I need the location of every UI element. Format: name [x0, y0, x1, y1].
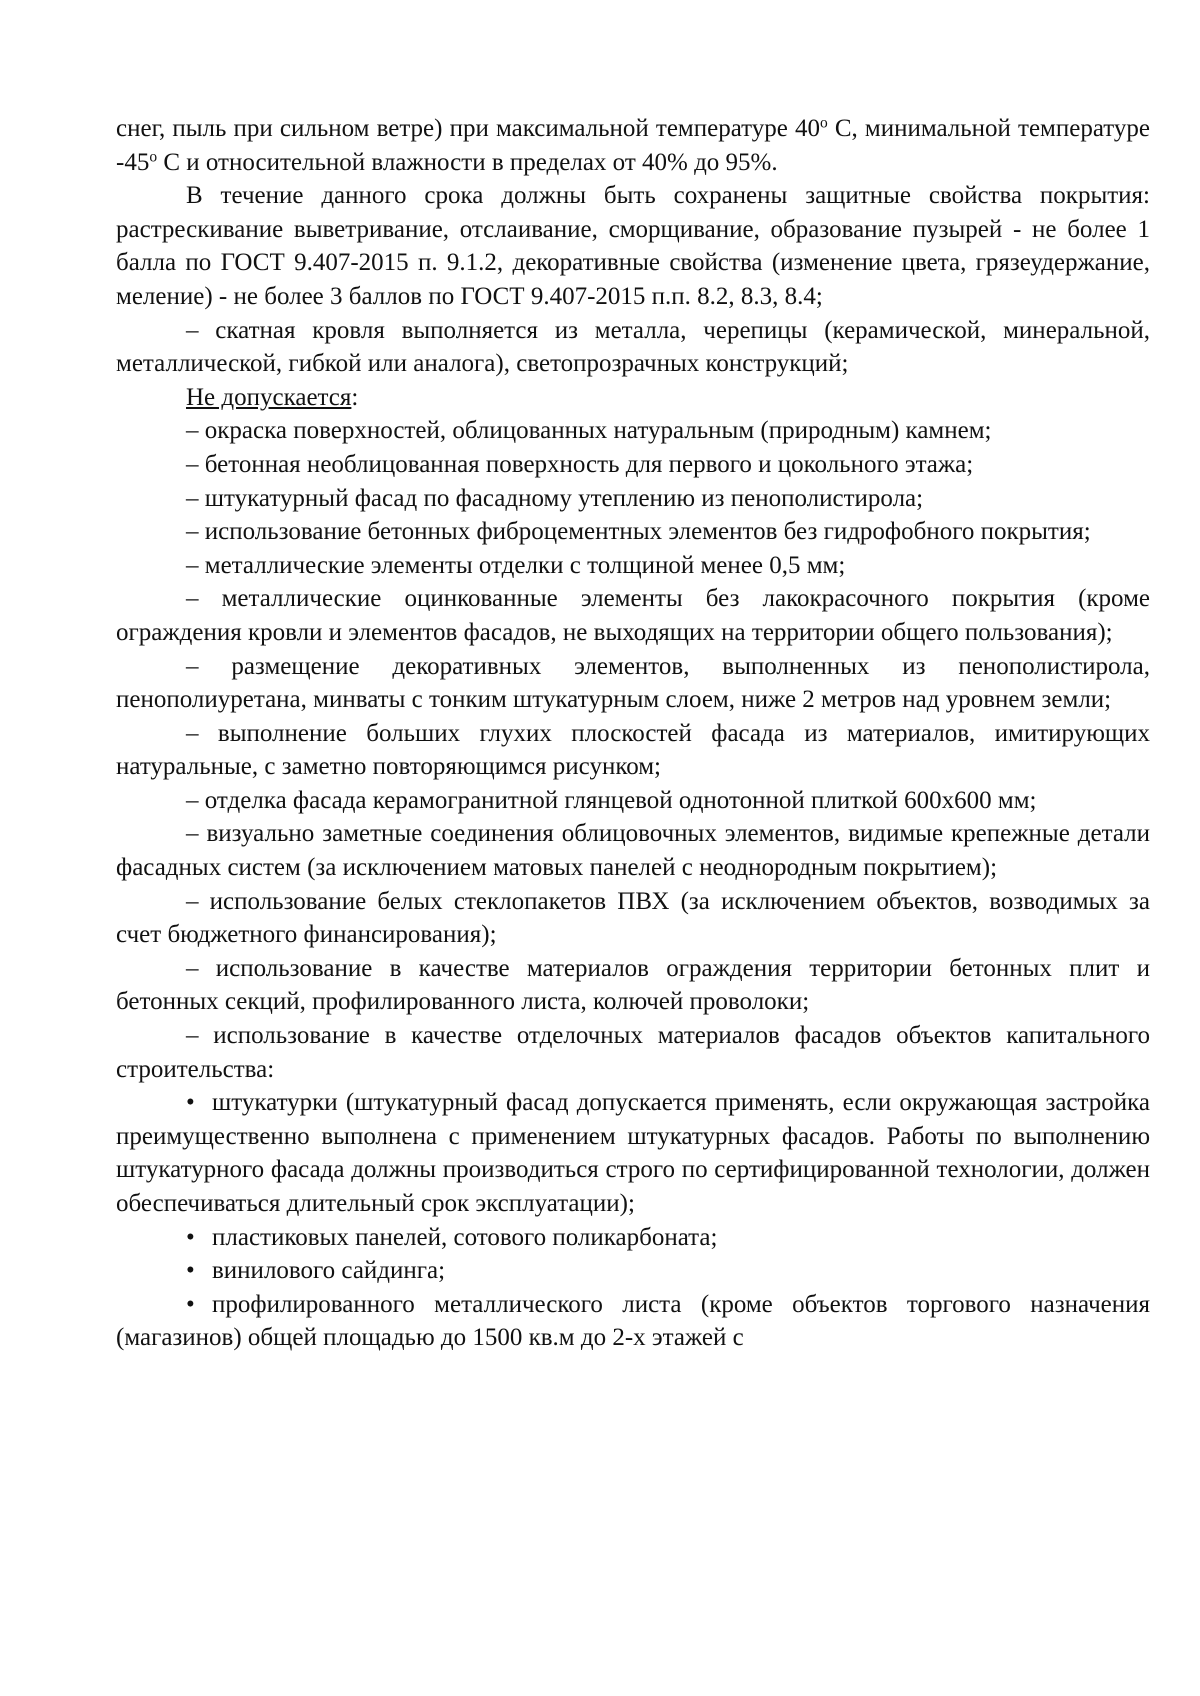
- bullet-item: [116, 1254, 1150, 1288]
- intro-text-2: С, минимальной температуре -45: [116, 115, 1150, 176]
- document-page: [116, 112, 1150, 1355]
- bullet-icon: •: [186, 1290, 195, 1318]
- prohibited-list: [116, 414, 1150, 1086]
- list-item: – использование бетонных фиброцементных элементов без гидрофобного покрытия;: [186, 518, 1091, 546]
- prohibited-heading: Не допускается: [186, 383, 352, 411]
- bullet-item-text: винилового сайдинга;: [212, 1257, 446, 1285]
- bullet-icon: •: [186, 1223, 195, 1251]
- roof-item: – скатная кровля выполняется из металла, черепицы (керамической, минеральной, металлической, гибкой или аналога), светопрозрачных конструкций;: [116, 316, 1150, 378]
- bullet-item: [116, 1221, 1150, 1255]
- bullet-item-text: пластиковых панелей, сотового поликарбоната;: [212, 1223, 718, 1251]
- bullet-icon: •: [186, 1257, 195, 1285]
- list-item: – штукатурный фасад по фасадному утеплению из пенополистирола;: [186, 484, 924, 512]
- list-item: – окраска поверхностей, облицованных натуральным (природным) камнем;: [186, 417, 992, 445]
- intro-paragraph: [116, 112, 1150, 179]
- bullet-item-text: профилированного металлического листа (кроме объектов торгового назначения (магазинов) общей площадью до 1500 кв.м до 2-х этажей с: [116, 1290, 1150, 1352]
- degree-superscript-1: o: [819, 114, 828, 132]
- list-item: – использование в качестве материалов ограждения территории бетонных плит и бетонных секций, профилированного листа, колючей проволоки;: [116, 954, 1150, 1016]
- term-paragraph: В течение данного срока должны быть сохранены защитные свойства покрытия: растрескивание выветривание, отслаивание, сморщивание, образование пузырей - не более 1 балла по ГОСТ 9.407-2015 п. 9.1.2, декоративные свойства (изменение цвета, грязеудержание, меление) - не более 3 баллов по ГОСТ 9.407-2015 п.п. 8.2, 8.3, 8.4;: [116, 182, 1150, 310]
- list-item: – использование в качестве отделочных материалов фасадов объектов капитального строительства:: [116, 1022, 1150, 1083]
- bullet-item: [116, 1288, 1150, 1355]
- list-item: – бетонная необлицованная поверхность для первого и цокольного этажа;: [186, 450, 974, 478]
- bullet-item-text: штукатурки (штукатурный фасад допускается применять, если окружающая застройка преимущественно выполнена с применением штукатурных фасадов. Работы по выполнению штукатурного фасада должны производиться строго по сертифицированной технологии, должен обеспечиваться длительный срок эксплуатации);: [116, 1089, 1150, 1217]
- list-item: – отделка фасада керамогранитной глянцевой однотонной плиткой 600х600 мм;: [186, 786, 1037, 814]
- prohibited-heading-colon: :: [351, 383, 359, 411]
- list-item: – визуально заметные соединения облицовочных элементов, видимые крепежные детали фасадных систем (за исключением матовых панелей с неоднородным покрытием);: [116, 820, 1150, 882]
- bullet-item: [116, 1086, 1150, 1220]
- degree-superscript-2: o: [149, 148, 158, 166]
- list-item: – металлические оцинкованные элементы без лакокрасочного покрытия (кроме ограждения кровли и элементов фасадов, не выходящих на территории общего пользования);: [116, 585, 1150, 646]
- list-item: – металлические элементы отделки с толщиной менее 0,5 мм;: [186, 551, 846, 579]
- list-item: – использование белых стеклопакетов ПВХ (за исключением объектов, возводимых за счет бюджетного финансирования);: [116, 887, 1150, 949]
- prohibited-heading-line: [116, 381, 1150, 415]
- materials-bullet-list: [116, 1086, 1150, 1355]
- intro-text-3: С и относительной влажности в пределах от 40% до 95%.: [157, 148, 778, 176]
- intro-text-1: снег, пыль при сильном ветре) при максимальной температуре 40: [116, 115, 820, 142]
- list-item: – выполнение больших глухих плоскостей фасада из материалов, имитирующих натуральные, с заметно повторяющимся рисунком;: [116, 719, 1150, 781]
- list-item: – размещение декоративных элементов, выполненных из пенополистирола, пенополиуретана, минваты с тонким штукатурным слоем, ниже 2 метров над уровнем земли;: [116, 652, 1150, 714]
- bullet-icon: •: [186, 1089, 195, 1117]
